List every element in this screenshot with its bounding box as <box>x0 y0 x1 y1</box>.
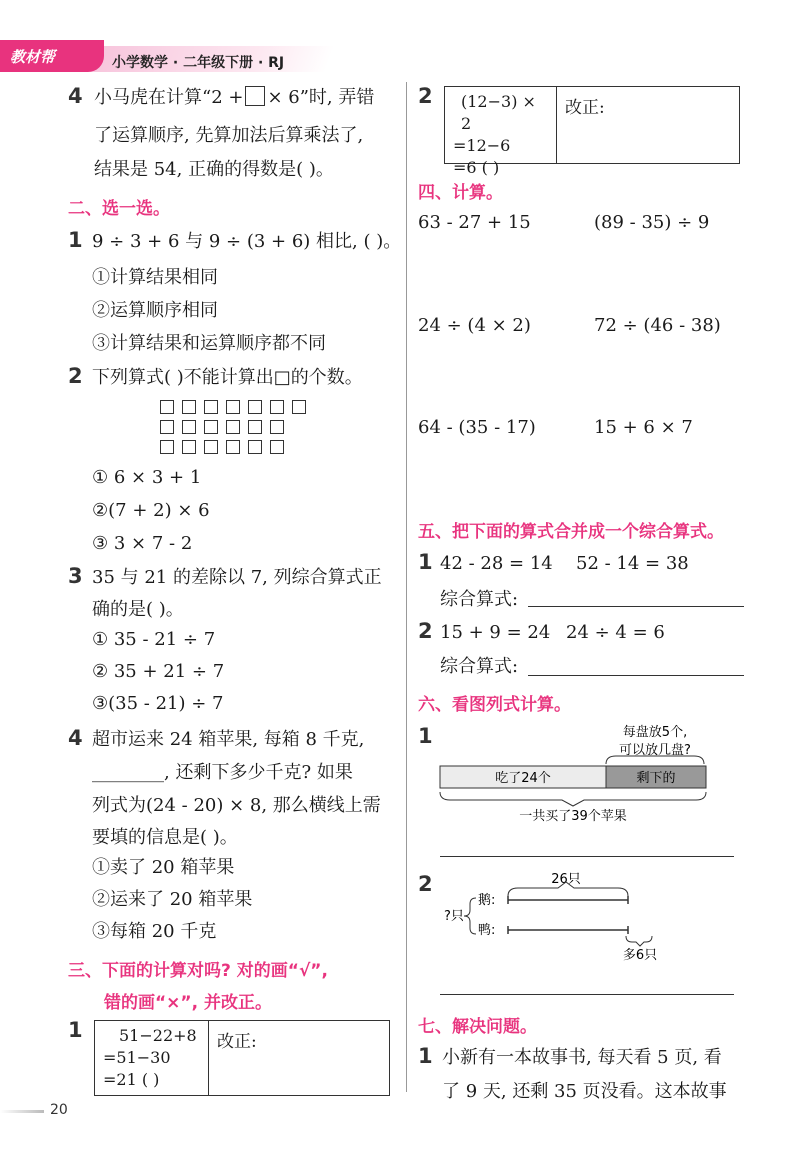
question-text: 超市运来 24 箱苹果, 每箱 8 千克, <box>92 729 365 750</box>
calc-line: =51−30 <box>103 1048 171 1067</box>
question-text: 35 与 21 的差除以 7, 列综合算式正 <box>92 567 382 588</box>
question-number: 1 <box>418 724 433 748</box>
section-title-choose: 二、选一选。 <box>68 199 170 219</box>
calc-expression: 63 - 27 + 15 <box>418 212 531 233</box>
square <box>204 420 218 434</box>
correction-cell[interactable]: 改正: <box>565 98 605 118</box>
equation: 15 + 9 = 24 <box>440 622 551 643</box>
section-title-picture: 六、看图列式计算。 <box>418 695 571 715</box>
answer-line[interactable] <box>440 994 734 995</box>
eaten-label: 吃了24个 <box>495 771 551 786</box>
calc-expression: 15 + 6 × 7 <box>594 417 693 438</box>
footer-bar <box>0 1110 44 1113</box>
option[interactable]: ②运算顺序相同 <box>92 300 218 321</box>
option[interactable]: ②运来了 20 箱苹果 <box>92 889 253 910</box>
question-text: 了运算顺序, 先算加法后算乘法了, <box>94 125 364 146</box>
apple-diagram <box>430 720 730 830</box>
square <box>182 420 196 434</box>
question-number: 1 <box>418 1044 433 1068</box>
question-note-line1: 每盘放5个, <box>622 725 688 740</box>
square-row <box>160 420 284 434</box>
goose-label: 鹅: <box>478 893 496 908</box>
square <box>226 400 240 414</box>
brand-label: 教材帮 <box>10 48 56 66</box>
question-number: 2 <box>418 872 433 896</box>
square-row <box>160 440 284 454</box>
question-number: 1 <box>68 228 83 252</box>
section-title-judge-cont: 错的画“×”, 并改正。 <box>104 993 272 1013</box>
square <box>248 400 262 414</box>
option[interactable]: ①计算结果相同 <box>92 267 218 288</box>
question-number: 2 <box>68 364 83 388</box>
calc-expression: 24 ÷ (4 × 2) <box>418 315 531 336</box>
top-brace <box>508 882 628 896</box>
correction-cell[interactable]: 改正: <box>217 1032 257 1052</box>
unknown-label: ?只 <box>444 909 464 924</box>
question-number: 3 <box>68 564 83 588</box>
equation: 42 - 28 = 14 <box>440 553 553 574</box>
calc-work <box>95 1021 209 1095</box>
square <box>292 400 306 414</box>
page-header <box>0 40 330 72</box>
calc-line: (12−3) × 2 <box>461 92 536 133</box>
option[interactable]: ③计算结果和运算顺序都不同 <box>92 333 326 354</box>
bottom-brace <box>440 792 706 806</box>
square <box>182 440 196 454</box>
section-title-solve: 七、解决问题。 <box>418 1017 537 1037</box>
square <box>204 440 218 454</box>
difference-label: 多6只 <box>622 948 658 963</box>
calc-expression: 64 - (35 - 17) <box>418 417 536 438</box>
equation: 24 ÷ 4 = 6 <box>566 622 665 643</box>
calc-line[interactable]: =6 ( ) <box>453 158 500 177</box>
question-text: 要填的信息是( )。 <box>92 827 238 848</box>
question-text: 列式为(24 - 20) × 8, 那么横线上需 <box>92 795 381 816</box>
answer-label: 综合算式: <box>440 656 519 677</box>
equation: 52 - 14 = 38 <box>576 553 689 574</box>
question-text: 9 ÷ 3 + 6 与 9 ÷ (3 + 6) 相比, ( )。 <box>92 231 402 252</box>
question-text: 了 9 天, 还剩 35 页没看。这本故事 <box>442 1081 727 1102</box>
square <box>248 420 262 434</box>
square <box>160 440 174 454</box>
section-title-judge: 三、下面的计算对吗? 对的画“√”, <box>68 961 328 981</box>
square <box>204 400 218 414</box>
page-number: 20 <box>50 1102 68 1118</box>
question-text: 结果是 54, 正确的得数是( )。 <box>94 159 334 180</box>
question-text: 确的是( )。 <box>92 599 184 620</box>
square <box>270 420 284 434</box>
square <box>248 440 262 454</box>
option[interactable]: ③每箱 20 千克 <box>92 921 217 942</box>
option[interactable]: ② 35 + 21 ÷ 7 <box>92 661 225 682</box>
question-text: ________, 还剩下多少千克? 如果 <box>92 762 353 783</box>
square <box>270 400 284 414</box>
question-number: 1 <box>418 550 433 574</box>
calc-expression: 72 ÷ (46 - 38) <box>594 315 721 336</box>
question-number: 4 <box>68 84 83 108</box>
square <box>160 400 174 414</box>
judge-box <box>94 1020 390 1096</box>
book-title: 小学数学 · 二年级下册 · RJ <box>112 55 285 71</box>
square-row <box>160 400 306 414</box>
question-note-line2: 可以放几盘? <box>619 743 691 758</box>
total-label: 一共买了39个苹果 <box>519 809 627 824</box>
option[interactable]: ①卖了 20 箱苹果 <box>92 857 235 878</box>
answer-line[interactable] <box>528 606 744 607</box>
question-text: 下列算式( )不能计算出□的个数。 <box>92 367 363 388</box>
top-count-label: 26只 <box>551 872 581 887</box>
section-title-combine: 五、把下面的算式合并成一个综合算式。 <box>418 522 724 542</box>
calc-line[interactable]: =21 ( ) <box>103 1070 160 1089</box>
option[interactable]: ① 35 - 21 ÷ 7 <box>92 629 216 650</box>
question-text: 小马虎在计算“2 + × 6”时, 弄错 <box>94 87 375 108</box>
answer-label: 综合算式: <box>440 589 519 610</box>
question-number: 4 <box>68 726 83 750</box>
question-number: 1 <box>68 1018 83 1042</box>
calc-line: =12−6 <box>453 136 511 155</box>
section-title-compute: 四、计算。 <box>418 183 503 203</box>
column-divider <box>406 82 407 1092</box>
left-brace <box>464 898 476 934</box>
option[interactable]: ③ 3 × 7 - 2 <box>92 533 193 554</box>
answer-line[interactable] <box>440 856 734 857</box>
difference-brace <box>626 936 652 946</box>
calc-expression: (89 - 35) ÷ 9 <box>594 212 710 233</box>
square <box>226 440 240 454</box>
square <box>160 420 174 434</box>
question-number: 2 <box>418 84 433 108</box>
question-number: 2 <box>418 619 433 643</box>
judge-box <box>444 86 740 177</box>
question-text: 小新有一本故事书, 每天看 5 页, 看 <box>442 1047 722 1068</box>
remaining-label: 剩下的 <box>636 771 676 786</box>
blank-box[interactable] <box>245 86 265 106</box>
option[interactable]: ②(7 + 2) × 6 <box>92 500 210 521</box>
square <box>226 420 240 434</box>
square <box>182 400 196 414</box>
duck-label: 鸭: <box>478 923 496 938</box>
square <box>270 440 284 454</box>
calc-line: 51−22+8 <box>119 1026 197 1045</box>
option[interactable]: ③(35 - 21) ÷ 7 <box>92 693 224 714</box>
calc-work <box>445 87 557 177</box>
answer-line[interactable] <box>528 675 744 676</box>
goose-duck-diagram <box>440 866 670 966</box>
option[interactable]: ① 6 × 3 + 1 <box>92 467 202 488</box>
